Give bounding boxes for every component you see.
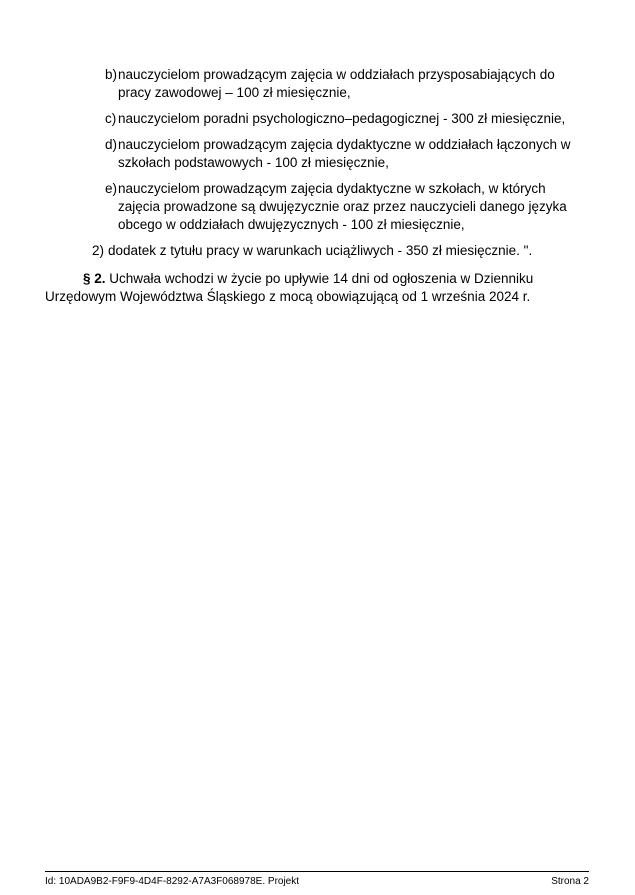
closing-paragraph bbox=[45, 270, 590, 306]
section-text: Uchwała wchodzi w życie po upływie 14 dni od ogłoszenia w Dzienniku Urzędowym Województwa Śląskiego z mocą obowiązującą od 1 września 2024 r. bbox=[45, 271, 534, 304]
list-item-text: nauczycielom prowadzącym zajęcia dydaktyczne w szkołach, w których zajęcia prowadzone są dwujęzycznie oraz przez nauczycieli danego języka obcego w oddziałach dwujęzycznych - 100 zł miesięcznie, bbox=[118, 181, 567, 232]
list-item-e bbox=[105, 180, 590, 234]
list-item-b bbox=[105, 66, 590, 102]
list-item-text: nauczycielom poradni psychologiczno–pedagogicznej - 300 zł miesięcznie, bbox=[118, 111, 566, 126]
list-item-label: d) bbox=[105, 137, 118, 152]
list-item-label: c) bbox=[105, 111, 117, 126]
section-label: § 2. bbox=[83, 271, 106, 286]
list-item-text: dodatek z tytułu pracy w warunkach uciążliwych - 350 zł miesięcznie. ". bbox=[108, 243, 533, 258]
page-footer bbox=[45, 871, 589, 888]
list-item-label: 2) bbox=[92, 243, 105, 258]
list-item-text: nauczycielom prowadzącym zajęcia dydaktyczne w oddziałach łączonych w szkołach podstawowych - 100 zł miesięcznie, bbox=[118, 137, 571, 170]
list-item-text: nauczycielom prowadzącym zajęcia w oddziałach przysposabiających do pracy zawodowej – 100 zł miesięcznie, bbox=[118, 67, 555, 100]
document-body bbox=[45, 66, 590, 320]
list-item-label: e) bbox=[105, 181, 118, 196]
footer-page-number: Strona 2 bbox=[551, 876, 589, 887]
list-item-d bbox=[105, 136, 590, 172]
footer-document-id: Id: 10ADA9B2-F9F9-4D4F-8292-A7A3F068978E. Projekt bbox=[45, 876, 300, 887]
list-item-2 bbox=[92, 242, 590, 260]
list-item-label: b) bbox=[105, 67, 118, 82]
list-item-c bbox=[105, 110, 590, 128]
